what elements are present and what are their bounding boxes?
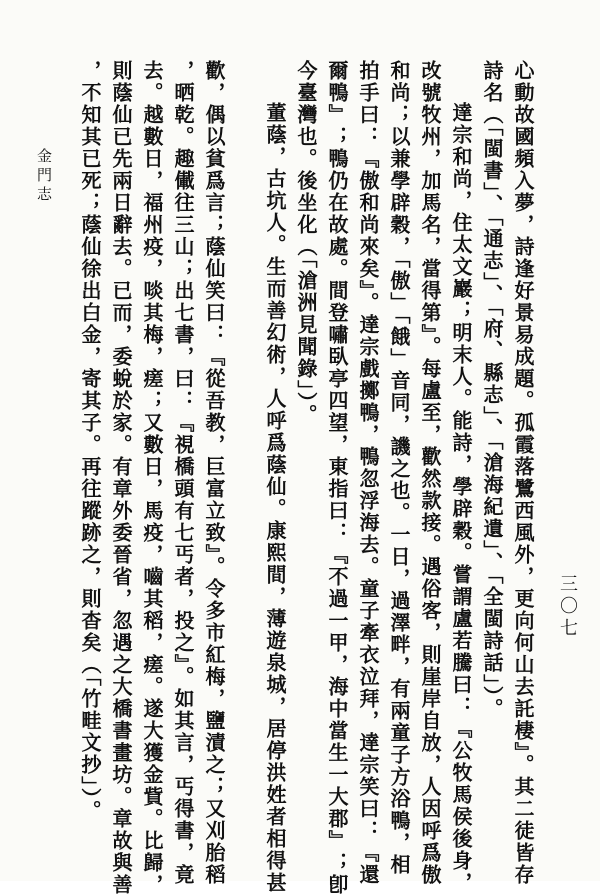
text-column: 詩名（「閩書」、「通志」、「府、縣志」、「滄海紀遺」、「全閩詩話」）。 [480,60,504,720]
text-column: 改號牧州，加馬名，當得第』。每盧至，歡然款接。遇俗客，則崖岸自放，人因呼爲傲 [418,60,442,886]
text-column: ，晒乾。趣儎往三山；出七書，曰：『視橋頭有七丐者，投之』。如其言，丐得書，竟 [171,60,195,886]
text-column: 爾鴨』；鴨仍在故處。間登嘯臥亭四望，東指曰：『不過一甲，海中當生一大郡』；卽 [325,60,349,896]
text-column: ，不知其已死；蔭仙徐出白金，寄其子。再往蹤跡之，則杳矣（「竹畦文抄」）。 [78,60,102,822]
text-column: 歡，偶以貧爲言；蔭仙笑曰：『從吾教，巨富立致』。令多市紅梅，鹽漬之；又刈胎稻 [202,60,226,886]
text-column: 拍手曰：『傲和尚來矣』。達宗戲擲鴨，鴨忽浮海去。童子牽衣泣拜，達宗笑曰：『還 [356,60,380,886]
text-column: 心動故國頻入夢，詩逢好景易成題。孤霞落鷺西風外，更向何山去託棲』。其二徒皆存 [511,60,535,886]
text-column: 則蔭仙已先兩日辭去。已而，委蛻於家。有章外委晉省，忽遇之大橋書畫坊。章故與善 [109,60,133,896]
page-number: 三〇七 [557,574,578,640]
running-title: 金門志 [35,148,53,205]
text-column: 和尚；以兼學辟穀，「傲」「餓」音同，譏之也。一日，過澤畔，有兩童子方浴鴨，相 [387,60,411,876]
text-column: 達宗和尚，住太文巖；明末人。能詩，學辟穀。嘗謂盧若騰曰：『公牧馬侯後身， [449,102,473,894]
text-column: 董蔭，古坑人。生而善幻術，人呼爲蔭仙。康熙間，薄遊泉城，居停洪姓者相得甚 [263,102,287,894]
text-column: 去。越數日，福州疫，啖其梅，瘥；又數日，馬疫，嚙其稻，瘥。遂大獲金貲。比歸， [140,60,164,896]
text-column: 今臺灣也。後坐化（「滄洲見聞錄」）。 [294,60,318,426]
